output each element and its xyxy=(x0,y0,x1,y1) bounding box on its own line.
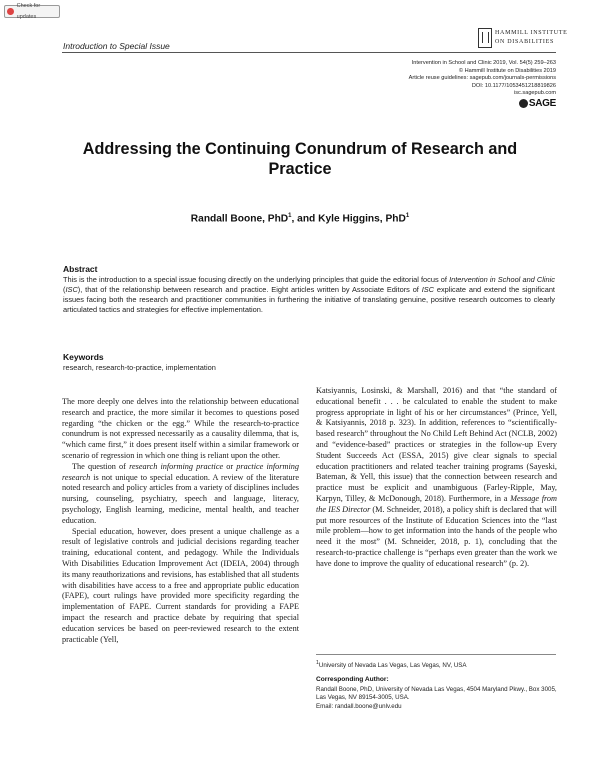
logo-line-1: HAMMILL INSTITUTE xyxy=(495,30,568,36)
corresponding-author-details xyxy=(316,686,557,711)
author-2-affiliation: 1 xyxy=(405,213,410,219)
corresponding-address: Randall Boone, PhD, University of Nevada Las Vegas, 4504 Maryland Pkwy., Box 3005, Las Vegas, NV 89154-3005, USA. xyxy=(316,686,557,702)
body-emphasis: Message from the IES Director xyxy=(316,493,557,514)
body-paragraph xyxy=(62,462,299,527)
affiliation-footnote xyxy=(316,660,557,669)
keywords-list: research, research-to-practice, implementation xyxy=(63,363,216,372)
body-emphasis: research informing practice xyxy=(129,461,224,471)
abstract-part: ), that of the relationship between research and practice. Eight articles written by Associate Editors of xyxy=(77,284,422,294)
body-text: is not unique to special education. A review of the literature noted research and policy articles from a variety of disciplines includes nursing, counseling, psychiatry, speech and language, literacy, psychology, English learning, medicine, mental health, and teacher education. xyxy=(62,472,299,525)
logo-line-2: ON DISABILITIES xyxy=(495,39,554,45)
update-icon xyxy=(7,8,14,15)
body-column-left xyxy=(62,397,299,645)
body-emphasis: practice informing research xyxy=(62,461,300,482)
hammill-institute-logo xyxy=(478,28,568,50)
abstract-part: ( xyxy=(63,284,66,294)
sage-logo xyxy=(519,98,556,109)
journal-site-link[interactable]: isc.sagepub.com xyxy=(514,90,556,97)
abstract-journal-name: Intervention in School and Clinic xyxy=(449,275,555,284)
reuse-guidelines-link[interactable]: Article reuse guidelines: sagepub.com/journals-permissions xyxy=(408,75,556,82)
body-text: or xyxy=(223,461,237,471)
keywords-heading: Keywords xyxy=(63,352,104,362)
body-text: (M. Schneider, 2018), a policy shift is declared that will put more resources of the Institute of Education Sciences into the “last mile problem—how to get information into the hands of the people who need it the most” (M. Schneider, 2018, p. 1), concluding that the research-to-practice challenge is “perhaps even greater than the work we have done to improve the quality of educational research” (p. 2). xyxy=(316,504,557,568)
author-2: Kyle Higgins, PhD xyxy=(318,213,406,225)
hammill-logo-icon xyxy=(478,28,492,48)
author-1: Randall Boone, PhD xyxy=(190,213,289,225)
author-1-affiliation: 1 xyxy=(288,213,292,219)
sage-logo-text: SAGE xyxy=(528,98,556,109)
article-title: Addressing the Continuing Conundrum of Research and Practice xyxy=(82,140,518,178)
body-paragraph: Special education, however, does present a unique challenge as a result of legislative controls and judicial decisions regarding teacher training, educational content, and pedagogy. While the Individuals With Disabilities Education Improvement Act (IDEIA, 2004) through its many reauthorizations and revisions, has established that all students with disabilities have access to a free and appropriate public education (FAPE), court rulings have provided more specificity regarding the implementation of FAPE. Current standards for providing a FAPE impact the research and practice debate by requiring that special education services be based on peer-reviewed research to the extent practicable (Yell, xyxy=(62,526,299,644)
body-text: Katsiyannis, Losinski, & Marshall, 2016) and that “the standard of educational benefit . . . be calculated to enable the student to make progress appropriate in light of his or her circumstances” (Prince, Yell, & Katsiyannis, 2018 p. 323). In addition, references to “scientifically-based research” throughout the No Child Left Behind Act (NCLB, 2002) and “evidence-based” practices or strategies in the follow-up Every Student Succeeds Act (ESSA, 2015) give clear signals to special education practitioners and related teacher training programs (Sayeski, Bateman, & Yell, this issue) that the connection between research and practice must be explicit and unambiguous (Farley-Ripple, May, Karpyn, Tilley, & McDonough, 2018). Furthermore, in a xyxy=(316,386,557,503)
doi-link[interactable]: DOI: 10.1177/1053451218819826 xyxy=(471,82,556,89)
footnote-text: University of Nevada Las Vegas, Las Vegas, NV, USA xyxy=(318,662,467,670)
abstract-journal-abbr: ISC xyxy=(65,284,78,294)
abstract-part: This is the introduction to a special issue focusing directly on the underlying principles that guide the editorial focus of xyxy=(63,275,450,284)
abstract-text xyxy=(63,275,555,315)
author-join: , and xyxy=(291,213,319,225)
body-column-right xyxy=(316,386,557,570)
author-line xyxy=(60,213,540,224)
check-for-updates-label: Check for updates xyxy=(16,2,41,20)
abstract-heading: Abstract xyxy=(63,264,98,274)
journal-citation: Intervention in School and Clinic 2019, Vol. 54(5) 259–263 xyxy=(411,60,556,66)
section-label: Introduction to Special Issue xyxy=(63,41,170,51)
body-text: The question of xyxy=(72,461,130,471)
check-for-updates-button[interactable] xyxy=(4,2,60,20)
sage-swirl-icon xyxy=(519,99,528,108)
body-paragraph: The more deeply one delves into the relationship between educational research and practice, the more similar it becomes to questions posed regarding “the chicken or the egg.” While the research-to-practice conundrum is not expressed necessarily as a causality dilemma, that is, “which came first,” it does present itself within a similar framework or scenario of regression in which one thing is reliant upon the other. xyxy=(62,397,299,460)
header-rule xyxy=(62,52,556,53)
body-paragraph xyxy=(316,386,557,570)
footnote-rule xyxy=(316,654,556,655)
corresponding-author-heading: Corresponding Author: xyxy=(316,676,389,683)
publication-info xyxy=(296,60,556,98)
abstract-journal-abbr: ISC xyxy=(421,284,435,294)
abstract-part: explicate and extend the significant issues facing both the research and practitioner communities in furthering the initiative of translating genuine, positive research outcomes to clearly articulated tactics and strategies for effective implementation. xyxy=(63,284,555,314)
copyright-line: © Hammill Institute on Disabilities 2019 xyxy=(458,67,556,74)
footnote-mark: 1 xyxy=(316,660,319,666)
corresponding-email[interactable]: Email: randall.boone@unlv.edu xyxy=(316,702,402,710)
